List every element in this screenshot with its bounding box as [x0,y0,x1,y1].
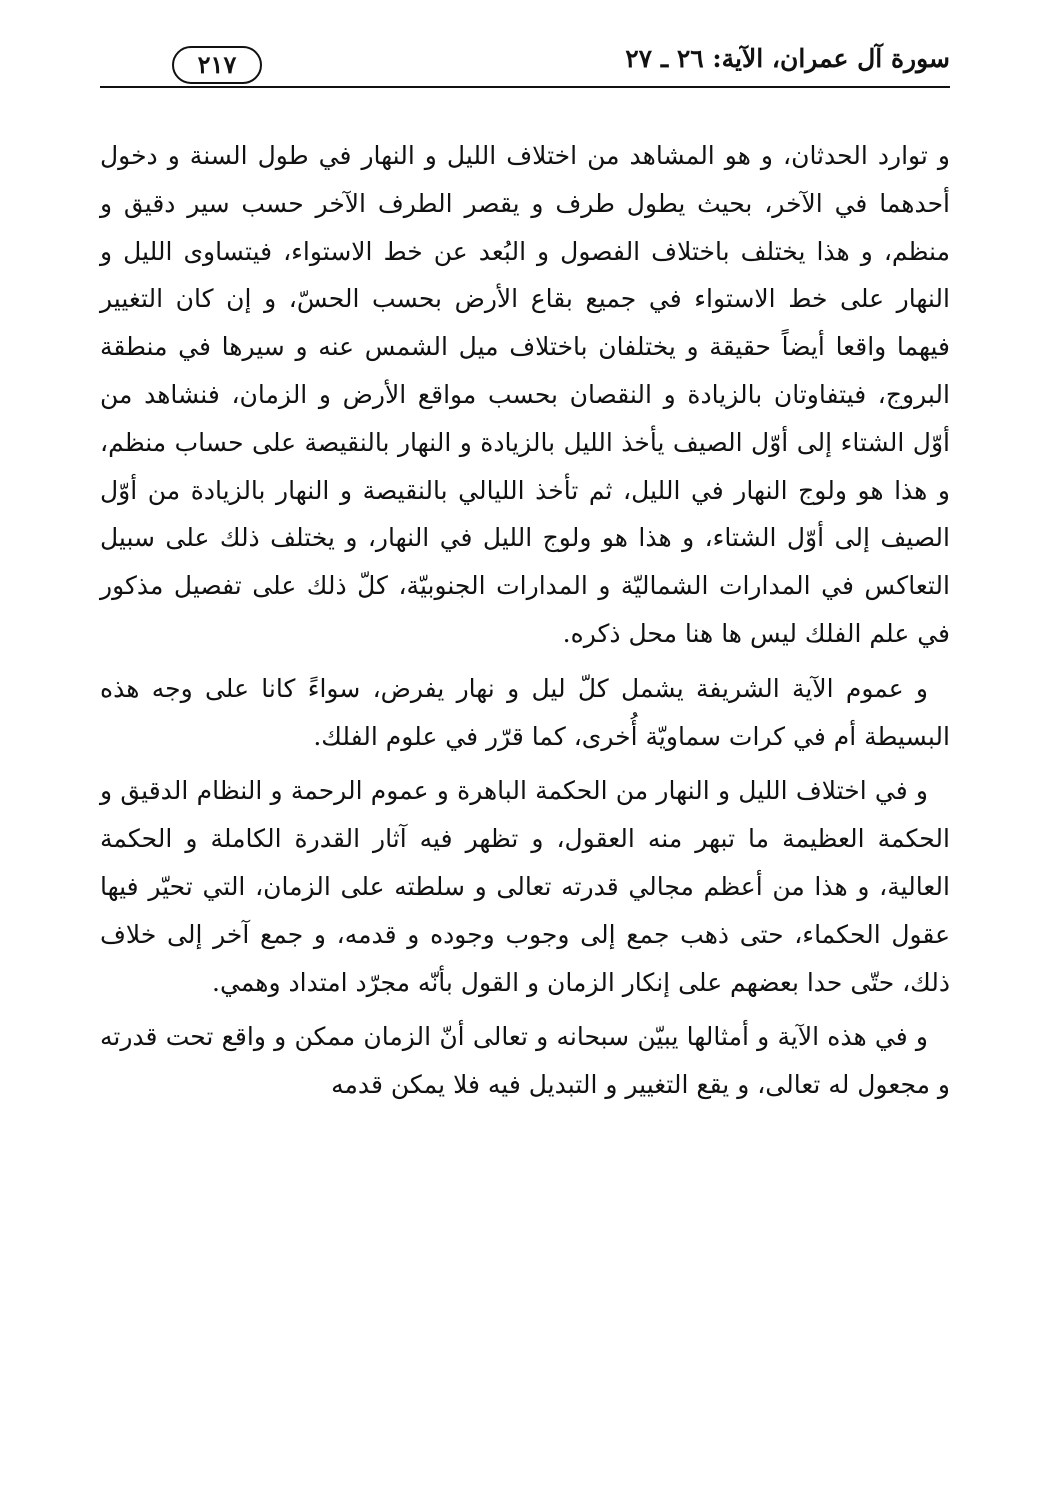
surah-verse-title: سورة آل عمران، الآية: ٢٦ ـ ٢٧ [625,44,950,73]
page-number-badge: ٢١٧ [172,46,262,84]
running-header [100,36,950,88]
book-page [100,36,950,1456]
paragraph-4: و في هذه الآية و أمثالها يبيّن سبحانه و تعالى أنّ الزمان ممكن و واقع تحت قدرته و مجعول له تعالى، و يقع التغيير و التبديل فيه فلا يمكن قدمه [100,1022,950,1100]
paragraph-2: و عموم الآية الشريفة يشمل كلّ ليل و نهار يفرض، سواءً كانا على وجه هذه البسيطة أم في كرات سماويّة أُخرى، كما قرّر في علوم الفلك. [100,673,950,751]
paragraph-1: و توارد الحدثان، و هو المشاهد من اختلاف الليل و النهار في طول السنة و دخول أحدهما في الآخر، بحيث يطول طرف و يقصر الطرف الآخر حسب سير دقيق و منظم، و هذا يختلف باختلاف الفصول و البُعد عن خط الاستواء، فيتساوى الليل و النهار على خط الاستواء في جميع بقاع الأرض بحسب الحسّ، و إن كان التغيير فيهما واقعا أيضاً حقيقة و يختلفان باختلاف ميل الشمس عنه و سيرها في منطقة البروج، فيتفاوتان بالزيادة و النقصان بحسب مواقع الأرض و الزمان، فنشاهد من أوّل الشتاء إلى أوّل الصيف يأخذ الليل بالزيادة و النهار بالنقيصة على حساب منظم، و هذا هو ولوج النهار في الليل، ثم تأخذ الليالي بالنقيصة و النهار بالزيادة من أوّل الصيف إلى أوّل الشتاء، و هذا هو ولوج الليل في النهار، و يختلف ذلك على سبيل التعاكس في المدارات الشماليّة و المدارات الجنوبيّة، كلّ ذلك على تفصيل مذكور في علم الفلك ليس ها هنا محل ذكره. [100,141,950,648]
body-text [100,132,950,1109]
paragraph-3: و في اختلاف الليل و النهار من الحكمة الباهرة و عموم الرحمة و النظام الدقيق و الحكمة العظيمة ما تبهر منه العقول، و تظهر فيه آثار القدرة الكاملة و الحكمة العالية، و هذا من أعظم مجالي قدرته تعالى و سلطته على الزمان، التي تحيّر فيها عقول الحكماء، حتى ذهب جمع إلى وجوب وجوده و قدمه، و جمع آخر إلى خلاف ذلك، حتّى حدا بعضهم على إنكار الزمان و القول بأنّه مجرّد امتداد وهمي. [100,776,950,997]
